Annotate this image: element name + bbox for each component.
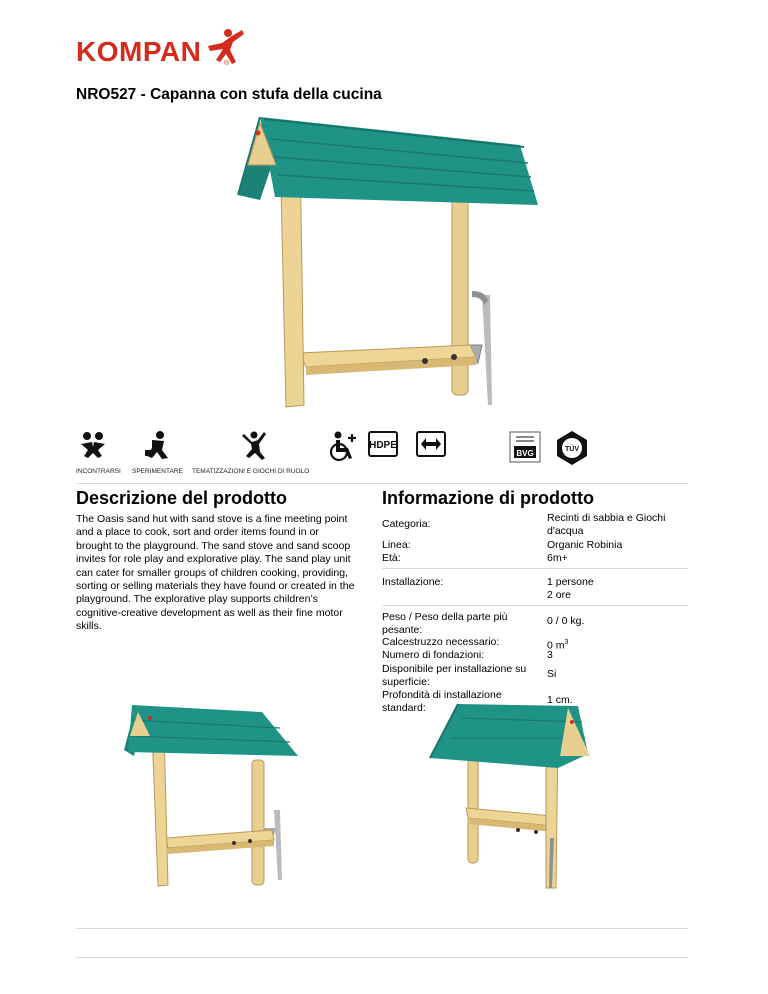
feature-label-theming: TEMATIZZAZIONI E GIOCHI DI RUOLO (192, 468, 310, 475)
surface-value: Si (547, 668, 557, 680)
svg-text:TÜV: TÜV (565, 446, 579, 453)
category-label: Categoria: (382, 518, 431, 530)
product-title: NRO527 - Capanna con stufa della cucina (76, 86, 382, 103)
age-value: 6m+ (547, 552, 568, 564)
feature-label-experimenting: SPERIMENTARE (132, 468, 183, 475)
feature-label-meeting: INCONTRARSI (76, 468, 121, 475)
tuv-certificate-icon (554, 430, 590, 466)
footer-divider (76, 928, 688, 929)
foundations-label: Numero di fondazioni: (382, 649, 485, 661)
svg-text:BVG: BVG (516, 449, 534, 458)
kompan-logo (76, 26, 246, 72)
hdpe-icon (368, 430, 398, 458)
section-divider (76, 483, 688, 484)
experimenting-child-icon (142, 430, 172, 460)
depth-value: 1 cm. (547, 694, 573, 706)
installation-label: Installazione: (382, 576, 444, 588)
accessibility-icon (328, 430, 358, 462)
concrete-value: 0 $m^3$ (547, 639, 569, 652)
product-image-front (122, 700, 302, 890)
features-row (76, 430, 688, 476)
brand-name: KOMPAN (76, 36, 202, 67)
svg-text:HDPE: HDPE (369, 440, 397, 451)
line-label: Linea: (382, 539, 411, 551)
concrete-label: Calcestruzzo necessario: (382, 636, 500, 648)
weight-value: 0 / 0 kg. (547, 615, 585, 627)
info-divider (382, 605, 688, 606)
bvg-certificate-icon (508, 430, 542, 464)
installation-hours: 2 ore (547, 589, 571, 601)
hero-product-image (220, 105, 540, 415)
description-text: The Oasis sand hut with sand stove is a fine meeting point and a place to cook, sort and order items found in or brought to the playground. The sand stove and sand scoop invites for role play and explorative play. The sand play unit can cater for smaller groups of children cooking, providing, sorting or selling materials they have found or created in the playground. The explorative play supports children’s cognitive-creative development as well as their fine motor skills. (76, 513, 355, 633)
installation-persons: 1 persone (547, 576, 594, 588)
category-value: Recinti di sabbia e Giochi d'acqua (547, 512, 666, 538)
foundations-value: 3 (547, 649, 553, 661)
age-label: Età: (382, 552, 401, 564)
registered-mark: ® (224, 60, 230, 67)
weight-label: Peso / Peso della parte più pesante: (382, 611, 508, 637)
info-divider (382, 568, 688, 569)
footer-divider (76, 957, 688, 958)
surface-label: Disponibile per installazione su superficie: (382, 663, 527, 689)
recycling-arrows-icon (416, 430, 446, 458)
info-heading: Informazione di prodotto (382, 488, 594, 508)
meeting-children-icon (78, 430, 108, 460)
product-image-side (428, 698, 590, 888)
description-heading: Descrizione del prodotto (76, 488, 288, 508)
dancing-child-icon (242, 430, 266, 460)
line-value: Organic Robinia (547, 539, 623, 551)
depth-label: Profondità di installazione standard: (382, 689, 502, 715)
